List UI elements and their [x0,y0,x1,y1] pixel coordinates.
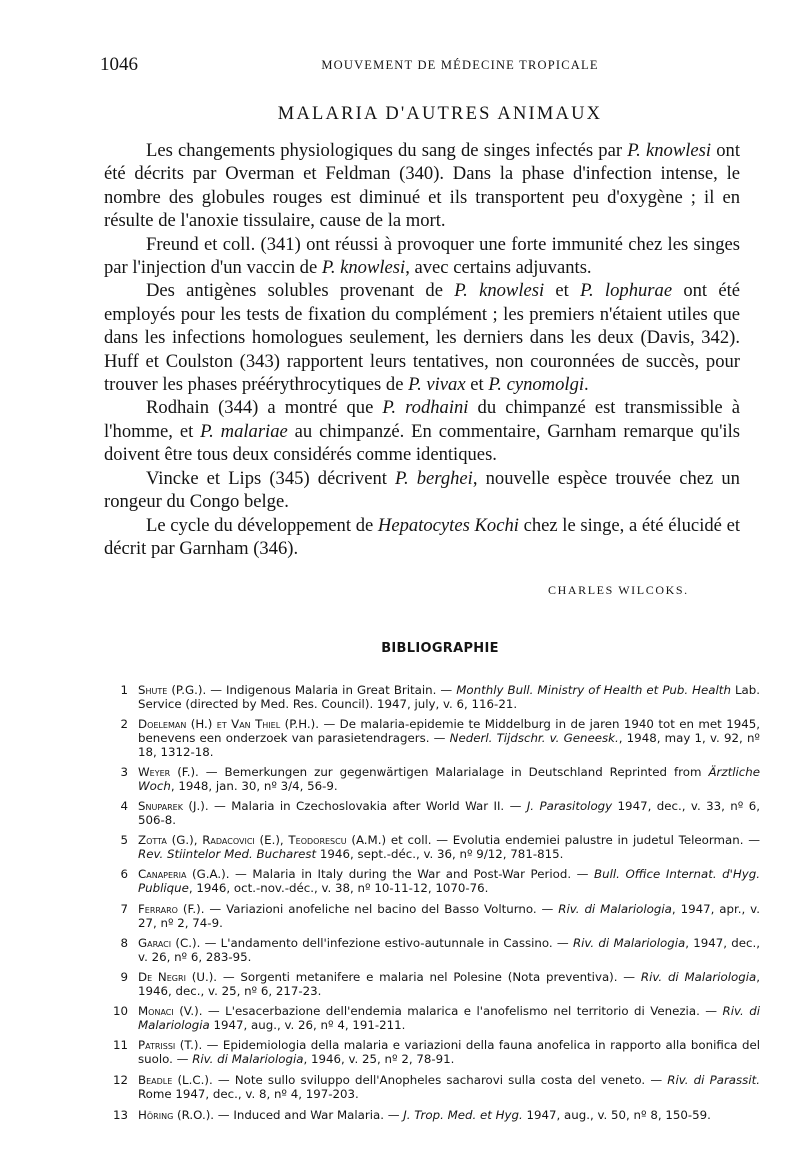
paragraph-text: du chimpanzé est transmissible à l'homme, et [104,397,740,442]
reference-entry [112,1038,760,1066]
reference-entry [112,970,760,998]
reference-title: — Note sullo sviluppo dell'Anopheles sacharovi sulla costa del veneto. — [212,1073,668,1087]
reference-citation: , 1946, dec., v. 25, nº 6, 217-23. [138,970,760,998]
reference-journal: J. Trop. Med. et Hyg. [403,1108,523,1122]
paragraph-text: Les changements physiologiques du sang de singes infectés par [146,140,628,161]
reference-journal: J. Parasitology [526,799,613,813]
reference-number: 12 [112,1073,128,1087]
reference-entry [112,799,760,827]
reference-title: — Bemerkungen zur gegenwärtigen Malarialage in Deutschland Reprinted from [198,765,709,779]
reference-citation: Lab. Service (directed by Med. Res. Council). 1947, july, v. 6, 116-21. [138,683,760,711]
reference-entry [112,833,760,861]
body-paragraph [104,396,740,466]
reference-title: — Indigenous Malaria in Great Britain. — [206,683,457,697]
reference-journal: Bull. Office Internat. d'Hyg. Publique [138,867,760,895]
reference-author: Canaperia (G.A.). [138,867,230,881]
paragraph-text: au chimpanzé. En commentaire, Garnham remarque qu'ils doivent être tous deux considérés comme identiques. [104,420,740,466]
paragraph-text: Le cycle du développement de [146,514,378,536]
reference-author: Garaci (C.). [138,936,201,950]
reference-title: — Induced and War Malaria. — [214,1108,404,1122]
paragraph-text: et [465,374,489,396]
species-name: P. lophurae [580,280,673,302]
reference-entry [112,936,760,964]
reference-journal: Ärztliche Woch [138,765,760,793]
paragraph-text: Des antigènes solubles provenant de [146,280,455,302]
reference-title: et coll. — Evolutia endemiei palustre in judetul Teleorman. — [386,833,760,847]
reference-citation: , 1948, jan. 30, nº 3/4, 56-9. [170,779,338,793]
body-text [104,139,740,560]
reference-number: 9 [120,970,128,984]
reference-journal: Riv. di Malariologia [640,970,757,984]
reference-author: Shute (P.G.). [138,683,207,697]
reference-title: — Variazioni anofeliche nel bacino del Basso Volturno. — [204,902,559,916]
paragraph-text: Vincke et Lips (345) décrivent [146,467,396,489]
reference-number: 4 [120,799,128,813]
reference-author: Weyer (F.). [138,765,199,779]
reference-citation: , 1946, oct.-nov.-déc., v. 38, nº 10-11-12, 1070-76. [188,881,489,895]
reference-number: 3 [120,765,128,779]
reference-citation: , 1947, apr., v. 27, nº 2, 74-9. [138,902,760,930]
reference-author: Ferraro (F.). [138,902,205,916]
body-paragraph [104,467,740,514]
reference-citation: , 1946, v. 25, nº 2, 78-91. [303,1052,455,1066]
reference-entry [112,717,760,759]
reference-citation: 1947, aug., v. 50, nº 8, 150-59. [522,1108,711,1122]
reference-journal: Nederl. Tijdschr. v. Geneesk. [449,731,619,745]
paragraph-text: , nouvelle espèce trouvée chez un rongeur du Congo belge. [104,467,740,513]
paragraph-text: ont été décrits par Overman et Feldman (340). Dans la phase d'infection intense, le nombre des globules rouges est diminué et ils transportent peu d'oxygène ; il en résulte de l'anoxie tissulaire, cause de la mort. [104,140,740,232]
species-name: P. malariae [200,420,288,442]
page-number: 1046 [100,54,138,75]
reference-author: Patrissi (T.). [138,1038,203,1052]
body-paragraph [104,279,740,396]
reference-author: Zotta (G.), Radacovici (E.), Teodorescu (A.M.) [138,833,387,847]
reference-entry [112,867,760,895]
reference-journal: Riv. di Malariologia [572,936,686,950]
reference-number: 6 [120,867,128,881]
reference-citation: Rome 1947, dec., v. 8, nº 4, 197-203. [138,1087,359,1101]
bibliography-title: BIBLIOGRAPHIE [381,641,499,656]
reference-entry [112,1108,760,1122]
reference-number: 11 [112,1038,128,1052]
reference-entry [112,683,760,711]
reference-citation: , 1947, dec., v. 26, nº 6, 283-95. [138,936,760,964]
reference-author: Doeleman (H.) et Van Thiel (P.H.). [138,717,320,731]
reference-citation: 1947, aug., v. 26, nº 4, 191-211. [209,1018,406,1032]
body-paragraph [104,514,740,561]
running-head: MOUVEMENT DE MÉDECINE TROPICALE [321,58,599,72]
species-name: P. rodhaini [382,397,469,419]
reference-number: 10 [112,1004,128,1018]
species-name: P. knowlesi [454,280,545,302]
body-paragraph [104,139,740,233]
reference-title: — Malaria in Czechoslovakia after World War II. — [208,799,527,813]
reference-number: 7 [120,902,128,916]
reference-number: 8 [120,936,128,950]
species-name: Hepatocytes Kochi [377,514,519,536]
reference-entry [112,765,760,793]
paragraph-text: Rodhain (344) a montré que [146,397,383,419]
section-title: MALARIA D'AUTRES ANIMAUX [277,104,603,124]
bibliography-list [112,683,760,1128]
species-name: P. berghei [395,467,473,489]
reference-title: — L'esacerbazione dell'endemia malarica e l'anofelismo nel territorio di Venezia. — [202,1004,723,1018]
species-name: P. vivax [408,374,466,396]
reference-number: 1 [120,683,128,697]
body-paragraph [104,233,740,280]
reference-title: — Epidemiologia della malaria e variazioni della fauna anofelica in rapporto alla bonifica del suolo. — [138,1038,760,1066]
reference-entry [112,902,760,930]
reference-journal: Rev. Stiintelor Med. Bucharest [138,847,317,861]
paragraph-text: ont été employés pour les tests de fixation du complément ; les premiers n'étaient utiles que dans les infections homologues seulement, les derniers dans les deux (Davis, 342). Huff et Coulston (343) rapportent leurs tentatives, non couronnées de succès, pour trouver les phases préérythrocytiques de [104,280,741,396]
reference-journal: Riv. di Parassit. [667,1073,760,1087]
reference-author: Snuparek (J.). [138,799,209,813]
reference-author: Monaci (V.). [138,1004,203,1018]
reference-journal: Riv. di Malariologia [192,1052,304,1066]
reference-number: 13 [112,1108,128,1122]
paragraph-text: Freund et coll. (341) ont réussi à provoquer une forte immunité chez les singes par l'injection d'un vaccin de [104,233,740,279]
paragraph-text: , avec certains adjuvants. [405,257,592,279]
species-name: P. knowlesi [321,257,406,279]
paragraph-text: . [584,374,589,396]
reference-journal: Riv. di Malariologia [558,902,672,916]
reference-journal: Riv. di Malariologia [138,1004,760,1032]
reference-author: Höring (R.O.). [138,1108,215,1122]
reference-title: — Malaria in Italy during the War and Post-War Period. — [229,867,595,881]
species-name: P. knowlesi [627,140,712,161]
reference-citation: , 1948, may 1, v. 92, nº 18, 1312-18. [138,731,760,759]
reference-number: 2 [120,717,128,731]
reference-number: 5 [120,833,128,847]
reference-journal: Monthly Bull. Ministry of Health et Pub. Health [456,683,731,697]
reference-author: Beadle (L.C.). [138,1073,213,1087]
reference-title: — Sorgenti metanifere e malaria nel Polesine (Nota preventiva). — [217,970,641,984]
reference-citation: 1946, sept.-déc., v. 36, nº 9/12, 781-815. [316,847,564,861]
reference-author: De Negri (U.). [138,970,218,984]
paragraph-text: et [544,280,581,302]
reference-entry [112,1073,760,1101]
paragraph-text: chez le singe, a été élucidé et décrit par Garnham (346). [104,514,740,559]
reference-citation: 1947, dec., v. 33, nº 6, 506-8. [138,799,761,827]
reference-title: — De malaria-epidemie te Middelburg in de jaren 1940 tot en met 1945, benevens een onderzoek van parasietendragers. — [138,717,760,745]
reference-entry [112,1004,760,1032]
author-signature: CHARLES WILCOKS. [548,583,689,597]
species-name: P. cynomolgi [488,374,585,396]
reference-title: — L'andamento dell'infezione estivo-autunnale in Cassino. — [200,936,573,950]
